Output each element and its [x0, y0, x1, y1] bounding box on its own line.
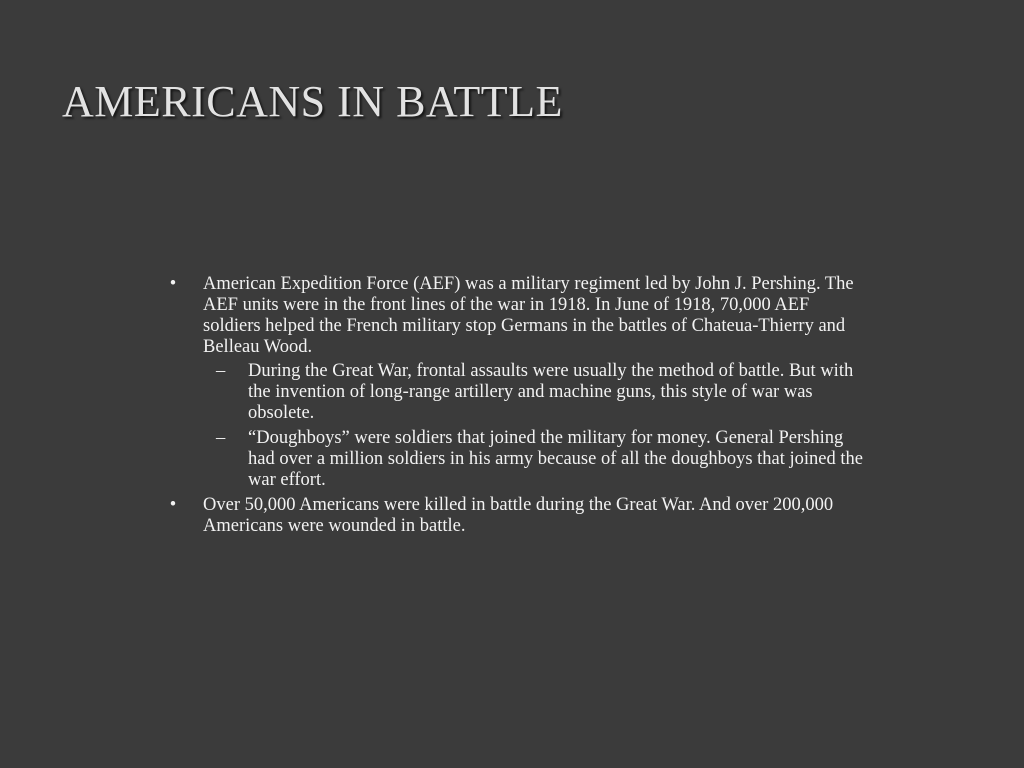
bullet-marker: •: [169, 274, 177, 294]
sub-bullet-text: During the Great War, frontal assaults were usually the method of battle. But with the invention of long-range artillery and machine guns, this style of war was obsolete.: [248, 361, 854, 423]
bullet-list: [166, 274, 866, 537]
bullet-item: [166, 495, 863, 537]
bullet-marker: •: [169, 495, 177, 515]
slide-body: [166, 274, 866, 540]
sub-bullet-text: “Doughboys” were soldiers that joined the military for money. General Pershing had over a million soldiers in his army because of all the doughboys that joined the war effort.: [248, 428, 863, 490]
sub-bullet-marker: –: [216, 361, 226, 381]
sub-bullet-list: [166, 361, 863, 491]
bullet-text: Over 50,000 Americans were killed in battle during the Great War. And over 200,000 Americans were wounded in battle.: [203, 495, 834, 536]
sub-bullet-marker: –: [216, 428, 226, 448]
sub-bullet-item: [166, 428, 866, 491]
bullet-item: [166, 274, 863, 491]
bullet-text: American Expedition Force (AEF) was a military regiment led by John J. Pershing. The AEF units were in the front lines of the war in 1918. In June of 1918, 70,000 AEF soldiers helped the French military stop Germans in the battles of Chateua-Thierry and Belleau Wood.: [203, 274, 854, 357]
sub-bullet-item: [166, 361, 866, 424]
slide-title: AMERICANS IN BATTLE: [62, 77, 563, 126]
